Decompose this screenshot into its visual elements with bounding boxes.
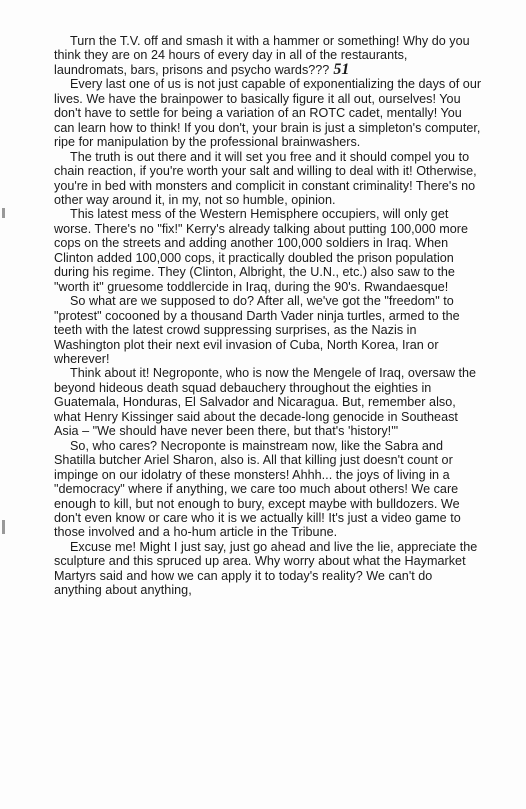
scan-edge-mark (2, 520, 5, 534)
paragraph-7: So, who cares? Necroponte is mainstream now, like the Sabra and Shatilla butcher Ariel Sharon, also is. All that killing just doesn't count or impinge on our idolatry of these monsters! Ahhh... the joys of living in a "democracy" where if anything, we care too much about others! We care enough to kill, but not enough to bury, except maybe with bulldozers. We don't even know or care who it is we actually kill! It's just a video game to those involved and a ho-hum article in the Tribune. (54, 438, 461, 540)
scan-edge-mark (2, 208, 5, 218)
paragraph-2: Every last one of us is not just capable of exponentializing the days of our lives. We have the brainpower to basically figure it all out, ourselves! You don't have to settle for being a variation of an ROTC cadet, mentally! You can learn how to think! If you don't, your brain is just a simpleton's computer, ripe for manipulation by the professional brainwashers. (54, 77, 482, 150)
paragraph-3: The truth is out there and it will set you free and it should compel you to chain reaction, if you're worth your salt and willing to deal with it! Otherwise, you're in bed with monsters and complicit in constant criminality! There's no other way around it, in my, not so humble, opinion. (54, 149, 477, 207)
paragraph-8: Excuse me! Might I just say, just go ahead and live the lie, appreciate the sculpture and this spruced up area. Why worry about what the Haymarket Martyrs said and how we can apply it to today's reality? We can't do anything about anything, (54, 539, 478, 598)
paragraph-4: This latest mess of the Western Hemisphere occupiers, will only get worse. There's no "fix!" Kerry's already talking about putting 100,000 more cops on the streets and adding another 100,000 soldiers in Iraq. When Clinton added 100,000 cops, it practically doubled the prison population during his regime. They (Clinton, Albright, the U.N., etc.) also saw to the "worth it" gruesome toddlercide in Iraq, during the 90's. Rwandaesque! (54, 207, 469, 294)
paragraph-5: So what are we supposed to do? After all, we've got the "freedom" to "protest" cocooned by a thousand Darth Vader ninja turtles, armed to the teeth with the latest crowd suppressing surprises, as the Nazis in Washington plot their next evil invasion of Cuba, North Korea, Iran or wherever! (54, 294, 460, 366)
page-number: 51 (333, 60, 350, 78)
paragraph-1 (54, 34, 482, 77)
paragraph-1-text: Turn the T.V. off and smash it with a hammer or something! Why do you think they are on 24 hours of every day in all of the restaurants, laundromats, bars, prisons and psycho wards??? (54, 34, 470, 77)
paragraph-6: Think about it! Negroponte, who is now the Mengele of Iraq, oversaw the beyond hideous death squad debauchery throughout the eighties in Guatemala, Honduras, El Salvador and Nicaragua. But, remember also, what Henry Kissinger said about the decade-long genocide in Southeast Asia – "We should have never been there, but that's 'history!'" (54, 366, 477, 439)
body-text (54, 34, 482, 598)
